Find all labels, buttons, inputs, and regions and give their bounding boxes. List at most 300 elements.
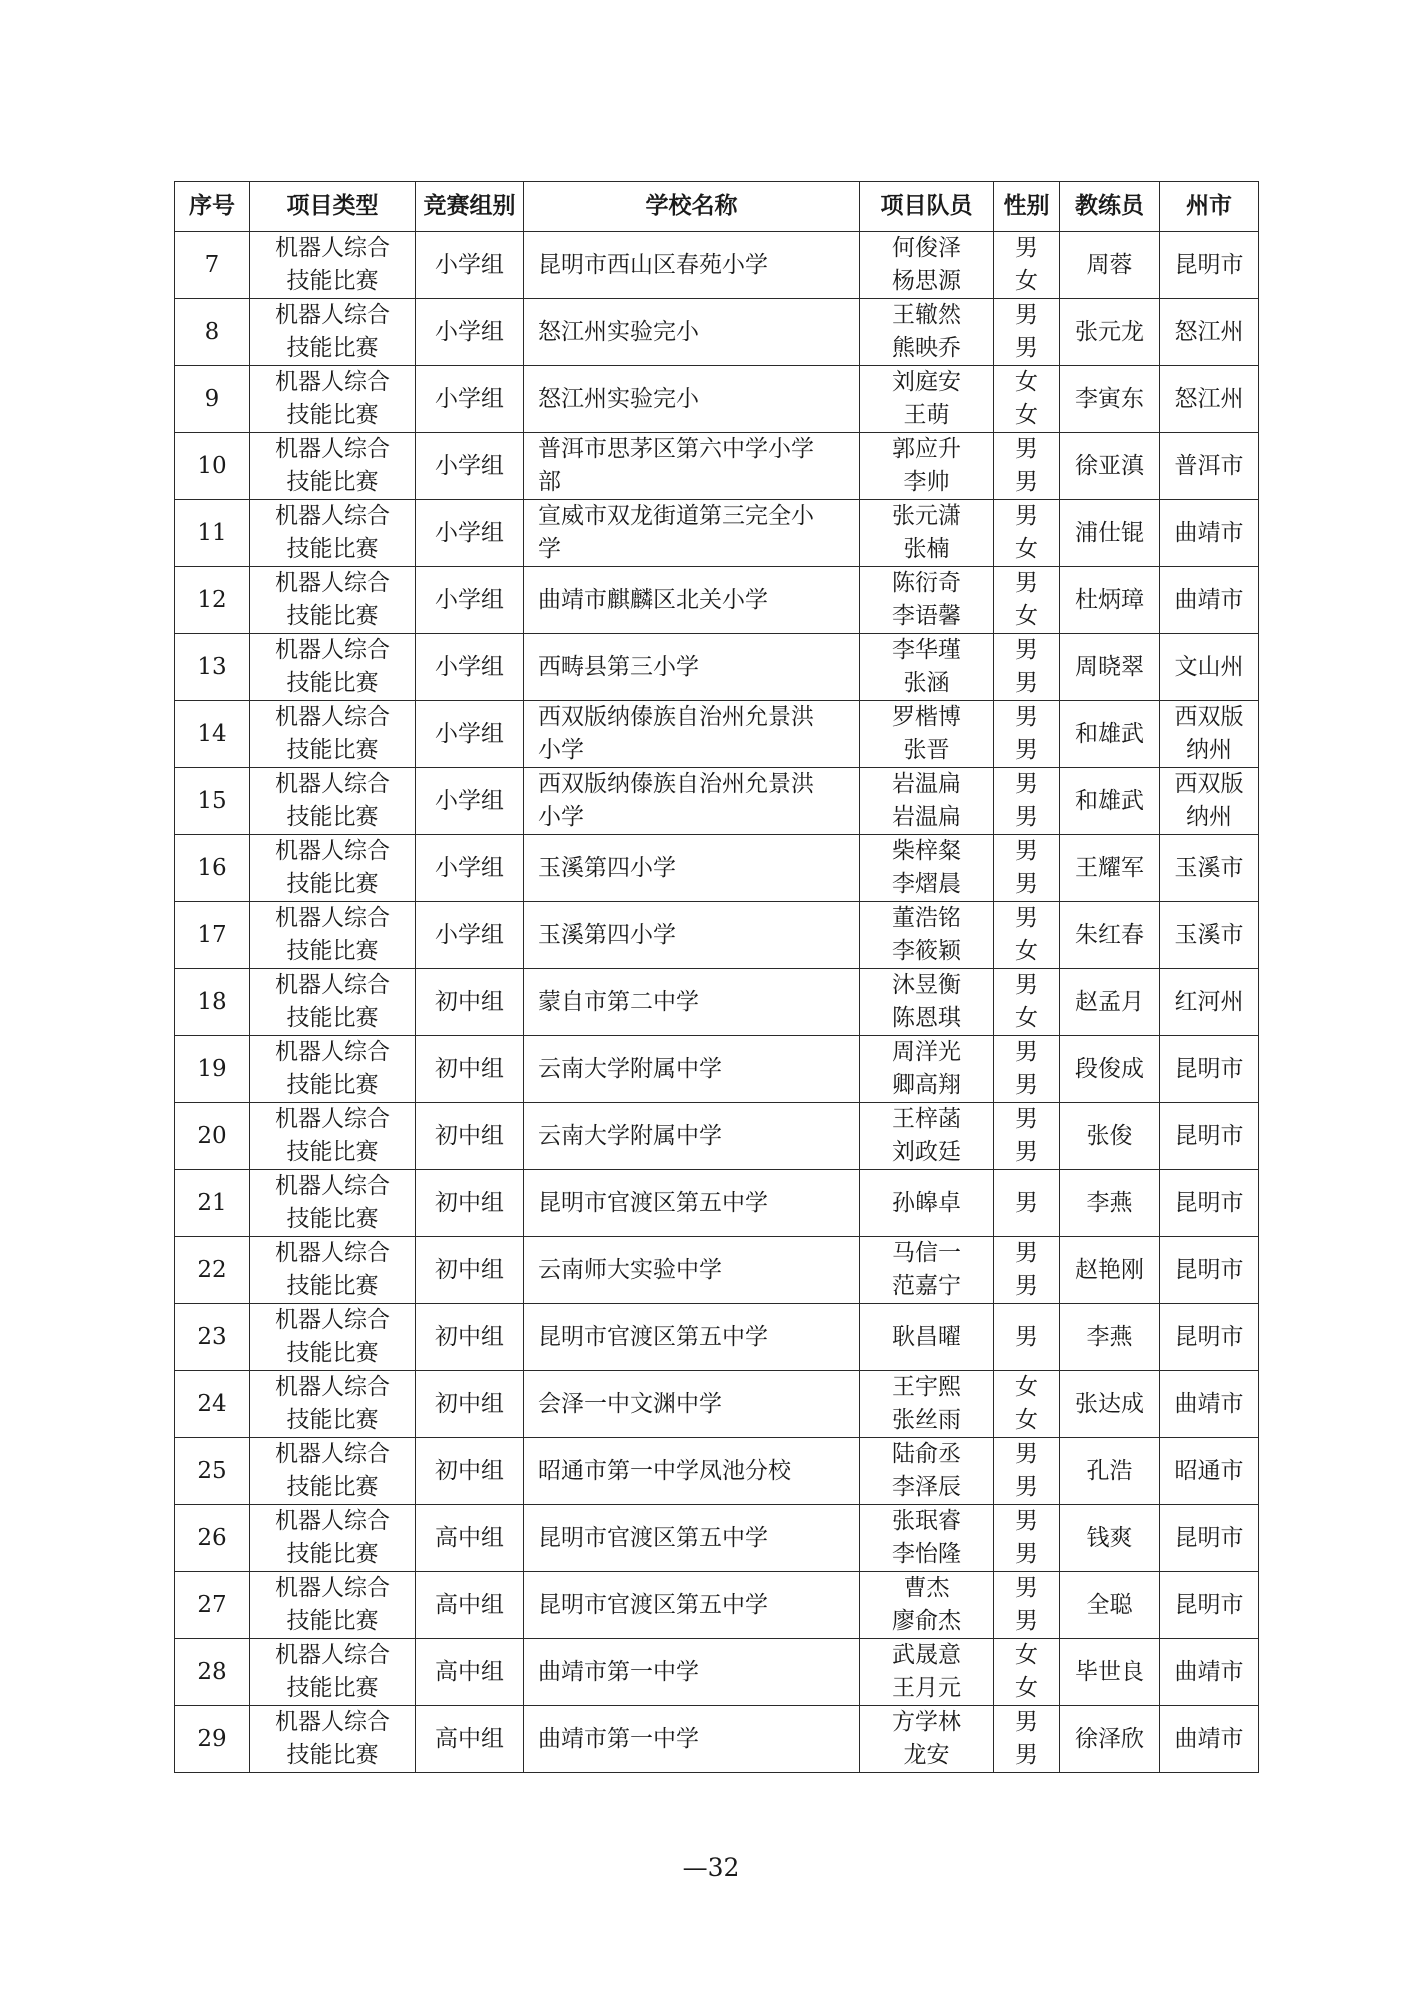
cell-city-line: 昆明市 <box>1174 1256 1244 1283</box>
cell-index: 28 <box>175 1639 250 1706</box>
cell-gender-line: 男 <box>1015 1273 1038 1299</box>
cell-coach: 杜炳璋 <box>1060 567 1160 634</box>
table-row <box>175 500 1259 567</box>
cell-competition-group: 高中组 <box>416 1639 524 1706</box>
cell-index: 20 <box>175 1103 250 1170</box>
cell-city <box>1160 835 1259 902</box>
cell-project-type-line: 机器人综合 <box>275 436 390 462</box>
cell-gender-line: 男 <box>1015 1742 1038 1768</box>
table-row <box>175 634 1259 701</box>
cell-gender <box>994 567 1060 634</box>
cell-project-type-line: 机器人综合 <box>275 771 390 797</box>
cell-city-line: 昆明市 <box>1174 251 1244 278</box>
table-row <box>175 835 1259 902</box>
cell-competition-group: 小学组 <box>416 299 524 366</box>
cell-team-members <box>860 969 994 1036</box>
cell-competition-group: 小学组 <box>416 567 524 634</box>
cell-project-type-line: 机器人综合 <box>275 704 390 730</box>
cell-project-type-line: 技能比赛 <box>286 1139 379 1165</box>
cell-team-members-line: 柴梓粲 <box>892 838 961 864</box>
cell-city-line: 西双版 <box>1174 771 1244 797</box>
cell-gender <box>994 969 1060 1036</box>
cell-index: 13 <box>175 634 250 701</box>
cell-coach: 全聪 <box>1060 1572 1160 1639</box>
cell-team-members <box>860 567 994 634</box>
cell-competition-group: 小学组 <box>416 500 524 567</box>
cell-project-type-line: 技能比赛 <box>286 938 379 964</box>
cell-school-name-line: 怒江州实验完小 <box>538 318 699 345</box>
cell-team-members-line: 刘庭安 <box>892 369 961 395</box>
cell-school-name-line: 昆明市官渡区第五中学 <box>538 1524 768 1551</box>
cell-team-members <box>860 1572 994 1639</box>
award-table <box>174 181 1259 1773</box>
cell-team-members <box>860 1706 994 1773</box>
cell-city <box>1160 1371 1259 1438</box>
cell-coach: 徐亚滇 <box>1060 433 1160 500</box>
cell-index: 19 <box>175 1036 250 1103</box>
cell-city <box>1160 902 1259 969</box>
cell-coach: 李燕 <box>1060 1304 1160 1371</box>
cell-team-members-line: 龙安 <box>903 1742 950 1768</box>
cell-gender <box>994 768 1060 835</box>
cell-project-type-line: 机器人综合 <box>275 637 390 663</box>
cell-school-name-line: 昆明市西山区春苑小学 <box>538 251 768 278</box>
cell-competition-group: 初中组 <box>416 1103 524 1170</box>
cell-coach: 李寅东 <box>1060 366 1160 433</box>
cell-gender-line: 女 <box>1015 1675 1038 1701</box>
cell-coach: 李燕 <box>1060 1170 1160 1237</box>
cell-city-line: 曲靖市 <box>1174 1725 1244 1752</box>
cell-gender-line: 女 <box>1015 402 1038 428</box>
cell-index: 11 <box>175 500 250 567</box>
cell-school-name <box>524 768 860 835</box>
cell-project-type <box>250 1170 416 1237</box>
cell-gender-line: 男 <box>1015 570 1038 596</box>
cell-school-name <box>524 1639 860 1706</box>
cell-school-name <box>524 433 860 500</box>
cell-gender-line: 男 <box>1015 804 1038 830</box>
cell-city-line: 纳州 <box>1186 804 1232 830</box>
cell-project-type <box>250 366 416 433</box>
cell-index: 23 <box>175 1304 250 1371</box>
cell-team-members <box>860 1304 994 1371</box>
cell-city-line: 曲靖市 <box>1174 586 1244 613</box>
cell-gender-line: 男 <box>1015 737 1038 763</box>
cell-team-members-line: 耿昌曜 <box>892 1323 961 1350</box>
cell-project-type <box>250 232 416 299</box>
cell-competition-group: 初中组 <box>416 1371 524 1438</box>
cell-gender <box>994 232 1060 299</box>
cell-team-members <box>860 835 994 902</box>
cell-team-members-line: 孙皞卓 <box>892 1189 961 1216</box>
cell-team-members-line: 沐昱衡 <box>892 972 961 998</box>
cell-index: 7 <box>175 232 250 299</box>
cell-index: 9 <box>175 366 250 433</box>
cell-team-members-line: 张元潇 <box>892 503 961 529</box>
cell-team-members-line: 马信一 <box>892 1240 961 1266</box>
cell-team-members-line: 陈衍奇 <box>892 570 961 596</box>
table-row <box>175 969 1259 1036</box>
cell-competition-group: 高中组 <box>416 1706 524 1773</box>
cell-school-name-line: 学 <box>538 536 561 562</box>
cell-project-type-line: 机器人综合 <box>275 369 390 395</box>
cell-school-name-line: 云南师大实验中学 <box>538 1256 722 1283</box>
cell-coach: 周晓翠 <box>1060 634 1160 701</box>
cell-gender-line: 男 <box>1015 469 1038 495</box>
cell-competition-group: 初中组 <box>416 1304 524 1371</box>
cell-team-members-line: 熊映乔 <box>892 335 961 361</box>
cell-gender <box>994 1572 1060 1639</box>
cell-project-type-line: 机器人综合 <box>275 235 390 261</box>
cell-project-type <box>250 1304 416 1371</box>
cell-school-name <box>524 1505 860 1572</box>
cell-gender-line: 男 <box>1015 1072 1038 1098</box>
cell-city-line: 昆明市 <box>1174 1591 1244 1618</box>
cell-team-members-line: 王梓菡 <box>892 1106 961 1132</box>
table-row <box>175 902 1259 969</box>
cell-project-type-line: 机器人综合 <box>275 1508 390 1534</box>
cell-school-name-line: 云南大学附属中学 <box>538 1055 722 1082</box>
cell-school-name-line: 会泽一中文渊中学 <box>538 1390 722 1417</box>
cell-team-members-line: 曹杰 <box>903 1575 950 1601</box>
cell-project-type-line: 技能比赛 <box>286 469 379 495</box>
cell-project-type <box>250 634 416 701</box>
cell-city-line: 曲靖市 <box>1174 1658 1244 1685</box>
cell-gender-line: 男 <box>1015 335 1038 361</box>
cell-coach: 王耀军 <box>1060 835 1160 902</box>
cell-project-type-line: 技能比赛 <box>286 1273 379 1299</box>
cell-city <box>1160 1170 1259 1237</box>
cell-team-members-line: 陈恩琪 <box>892 1005 961 1031</box>
table-row <box>175 1371 1259 1438</box>
cell-coach: 浦仕锟 <box>1060 500 1160 567</box>
cell-index: 12 <box>175 567 250 634</box>
cell-index: 8 <box>175 299 250 366</box>
cell-team-members-line: 卿高翔 <box>892 1072 961 1098</box>
cell-school-name-line: 玉溪第四小学 <box>538 921 676 948</box>
cell-team-members-line: 武晟意 <box>892 1642 961 1668</box>
cell-gender-line: 男 <box>1015 436 1038 462</box>
cell-gender-line: 男 <box>1015 1189 1038 1216</box>
cell-index: 25 <box>175 1438 250 1505</box>
cell-gender-line: 男 <box>1015 670 1038 696</box>
cell-city-line: 昆明市 <box>1174 1055 1244 1082</box>
cell-project-type <box>250 1706 416 1773</box>
cell-index: 21 <box>175 1170 250 1237</box>
cell-team-members-line: 张丝雨 <box>892 1407 961 1433</box>
cell-index: 15 <box>175 768 250 835</box>
cell-gender <box>994 1170 1060 1237</box>
cell-school-name <box>524 500 860 567</box>
cell-coach: 和雄武 <box>1060 768 1160 835</box>
cell-city <box>1160 366 1259 433</box>
cell-project-type <box>250 433 416 500</box>
table-row <box>175 1572 1259 1639</box>
cell-coach: 赵孟月 <box>1060 969 1160 1036</box>
cell-city <box>1160 1706 1259 1773</box>
cell-gender-line: 男 <box>1015 1139 1038 1165</box>
cell-gender <box>994 902 1060 969</box>
cell-coach: 和雄武 <box>1060 701 1160 768</box>
cell-project-type <box>250 835 416 902</box>
cell-city-line: 红河州 <box>1174 988 1244 1015</box>
cell-project-type <box>250 1438 416 1505</box>
cell-coach: 钱爽 <box>1060 1505 1160 1572</box>
cell-team-members <box>860 1103 994 1170</box>
cell-city <box>1160 1304 1259 1371</box>
cell-gender-line: 男 <box>1015 1575 1038 1601</box>
cell-project-type-line: 技能比赛 <box>286 1340 379 1366</box>
cell-gender-line: 男 <box>1015 871 1038 897</box>
cell-school-name <box>524 1170 860 1237</box>
cell-city <box>1160 1639 1259 1706</box>
cell-school-name <box>524 1371 860 1438</box>
cell-gender-line: 女 <box>1015 1374 1038 1400</box>
cell-school-name <box>524 902 860 969</box>
cell-coach: 张达成 <box>1060 1371 1160 1438</box>
cell-gender-line: 女 <box>1015 1407 1038 1433</box>
table-row <box>175 433 1259 500</box>
cell-project-type <box>250 1505 416 1572</box>
table-row <box>175 567 1259 634</box>
cell-index: 22 <box>175 1237 250 1304</box>
cell-school-name-line: 小学 <box>538 804 584 830</box>
cell-team-members-line: 李筱颖 <box>892 938 961 964</box>
cell-gender <box>994 1103 1060 1170</box>
cell-school-name-line: 普洱市思茅区第六中学小学 <box>538 436 814 462</box>
table-header-row <box>175 182 1259 232</box>
cell-city <box>1160 299 1259 366</box>
cell-project-type-line: 技能比赛 <box>286 1541 379 1567</box>
cell-team-members <box>860 232 994 299</box>
cell-school-name-line: 宣威市双龙街道第三完全小 <box>538 503 814 529</box>
cell-city-line: 文山州 <box>1174 653 1244 680</box>
cell-competition-group: 高中组 <box>416 1505 524 1572</box>
cell-city-line: 怒江州 <box>1174 318 1244 345</box>
cell-competition-group: 小学组 <box>416 232 524 299</box>
cell-project-type-line: 机器人综合 <box>275 1039 390 1065</box>
table-row <box>175 299 1259 366</box>
cell-project-type <box>250 969 416 1036</box>
cell-city <box>1160 232 1259 299</box>
cell-gender-line: 女 <box>1015 536 1038 562</box>
cell-team-members <box>860 634 994 701</box>
cell-project-type-line: 技能比赛 <box>286 804 379 830</box>
cell-project-type-line: 机器人综合 <box>275 302 390 328</box>
cell-city <box>1160 567 1259 634</box>
table-body <box>175 232 1259 1773</box>
cell-index: 16 <box>175 835 250 902</box>
cell-school-name-line: 西畴县第三小学 <box>538 653 699 680</box>
cell-team-members <box>860 500 994 567</box>
cell-gender <box>994 1036 1060 1103</box>
cell-project-type-line: 技能比赛 <box>286 1206 379 1232</box>
cell-index: 18 <box>175 969 250 1036</box>
cell-gender-line: 男 <box>1015 704 1038 730</box>
cell-project-type-line: 技能比赛 <box>286 670 379 696</box>
cell-gender <box>994 701 1060 768</box>
cell-index: 10 <box>175 433 250 500</box>
table-row <box>175 232 1259 299</box>
cell-team-members-line: 廖俞杰 <box>892 1608 961 1634</box>
cell-team-members-line: 张涵 <box>903 670 950 696</box>
cell-gender <box>994 1706 1060 1773</box>
cell-school-name <box>524 1304 860 1371</box>
cell-team-members-line: 王辙然 <box>892 302 961 328</box>
cell-city-line: 曲靖市 <box>1174 1390 1244 1417</box>
cell-project-type-line: 机器人综合 <box>275 503 390 529</box>
header-project-type: 项目类型 <box>250 182 416 232</box>
cell-project-type-line: 技能比赛 <box>286 335 379 361</box>
table-row <box>175 701 1259 768</box>
cell-project-type-line: 机器人综合 <box>275 972 390 998</box>
cell-project-type <box>250 1371 416 1438</box>
cell-competition-group: 初中组 <box>416 969 524 1036</box>
cell-gender <box>994 835 1060 902</box>
cell-gender-line: 男 <box>1015 503 1038 529</box>
cell-gender-line: 男 <box>1015 1039 1038 1065</box>
cell-project-type <box>250 299 416 366</box>
cell-team-members <box>860 1438 994 1505</box>
cell-gender-line: 男 <box>1015 235 1038 261</box>
cell-city-line: 玉溪市 <box>1174 921 1244 948</box>
cell-team-members-line: 李语馨 <box>892 603 961 629</box>
cell-team-members-line: 范嘉宁 <box>892 1273 961 1299</box>
cell-city <box>1160 969 1259 1036</box>
cell-competition-group: 小学组 <box>416 768 524 835</box>
cell-school-name <box>524 1438 860 1505</box>
table-row <box>175 366 1259 433</box>
cell-project-type-line: 机器人综合 <box>275 1173 390 1199</box>
cell-gender-line: 女 <box>1015 369 1038 395</box>
cell-coach: 徐泽欣 <box>1060 1706 1160 1773</box>
cell-project-type-line: 技能比赛 <box>286 402 379 428</box>
cell-team-members <box>860 902 994 969</box>
cell-school-name-line: 云南大学附属中学 <box>538 1122 722 1149</box>
cell-gender-line: 男 <box>1015 838 1038 864</box>
cell-school-name <box>524 701 860 768</box>
cell-school-name-line: 西双版纳傣族自治州允景洪 <box>538 704 814 730</box>
cell-project-type-line: 机器人综合 <box>275 838 390 864</box>
cell-team-members-line: 郭应升 <box>892 436 961 462</box>
cell-gender-line: 女 <box>1015 938 1038 964</box>
table-row <box>175 1438 1259 1505</box>
cell-project-type-line: 机器人综合 <box>275 905 390 931</box>
cell-gender-line: 男 <box>1015 637 1038 663</box>
header-coach: 教练员 <box>1060 182 1160 232</box>
table-row <box>175 1170 1259 1237</box>
cell-project-type <box>250 1237 416 1304</box>
cell-school-name-line: 昭通市第一中学凤池分校 <box>538 1457 791 1484</box>
cell-project-type-line: 机器人综合 <box>275 1106 390 1132</box>
cell-city <box>1160 1505 1259 1572</box>
cell-gender-line: 男 <box>1015 1541 1038 1567</box>
cell-coach: 孔浩 <box>1060 1438 1160 1505</box>
cell-team-members <box>860 1036 994 1103</box>
cell-gender <box>994 1438 1060 1505</box>
cell-team-members <box>860 366 994 433</box>
cell-project-type-line: 机器人综合 <box>275 1374 390 1400</box>
cell-city-line: 西双版 <box>1174 704 1244 730</box>
cell-coach: 周蓉 <box>1060 232 1160 299</box>
cell-city <box>1160 701 1259 768</box>
cell-city-line: 昆明市 <box>1174 1524 1244 1551</box>
cell-coach: 张俊 <box>1060 1103 1160 1170</box>
cell-gender-line: 男 <box>1015 1323 1038 1350</box>
cell-team-members-line: 方学林 <box>892 1709 961 1735</box>
table-row <box>175 768 1259 835</box>
cell-gender-line: 男 <box>1015 972 1038 998</box>
cell-project-type-line: 机器人综合 <box>275 1575 390 1601</box>
cell-team-members-line: 王宇熙 <box>892 1374 961 1400</box>
cell-city <box>1160 1036 1259 1103</box>
cell-competition-group: 小学组 <box>416 902 524 969</box>
cell-project-type-line: 技能比赛 <box>286 737 379 763</box>
cell-school-name <box>524 366 860 433</box>
cell-competition-group: 小学组 <box>416 433 524 500</box>
cell-team-members-line: 杨思源 <box>892 268 961 294</box>
cell-school-name <box>524 969 860 1036</box>
cell-city <box>1160 1103 1259 1170</box>
cell-project-type-line: 技能比赛 <box>286 871 379 897</box>
cell-school-name-line: 昆明市官渡区第五中学 <box>538 1591 768 1618</box>
cell-team-members-line: 王萌 <box>903 402 950 428</box>
cell-school-name <box>524 232 860 299</box>
header-competition-group: 竞赛组别 <box>416 182 524 232</box>
cell-project-type <box>250 902 416 969</box>
cell-gender-line: 男 <box>1015 905 1038 931</box>
cell-team-members-line: 李熠晨 <box>892 871 961 897</box>
cell-school-name-line: 西双版纳傣族自治州允景洪 <box>538 771 814 797</box>
cell-city <box>1160 768 1259 835</box>
cell-gender <box>994 1639 1060 1706</box>
cell-city-line: 纳州 <box>1186 737 1232 763</box>
cell-team-members-line: 王月元 <box>892 1675 961 1701</box>
cell-project-type-line: 机器人综合 <box>275 1307 390 1333</box>
header-school-name: 学校名称 <box>524 182 860 232</box>
cell-school-name-line: 曲靖市第一中学 <box>538 1658 699 1685</box>
cell-project-type-line: 技能比赛 <box>286 536 379 562</box>
cell-index: 14 <box>175 701 250 768</box>
cell-team-members-line: 李泽辰 <box>892 1474 961 1500</box>
cell-coach: 毕世良 <box>1060 1639 1160 1706</box>
cell-school-name <box>524 1706 860 1773</box>
cell-city-line: 怒江州 <box>1174 385 1244 412</box>
cell-school-name <box>524 1103 860 1170</box>
cell-competition-group: 小学组 <box>416 835 524 902</box>
cell-city <box>1160 634 1259 701</box>
cell-team-members-line: 张楠 <box>903 536 950 562</box>
cell-school-name-line: 部 <box>538 469 561 495</box>
cell-index: 29 <box>175 1706 250 1773</box>
cell-city <box>1160 1572 1259 1639</box>
cell-team-members-line: 张晋 <box>903 737 950 763</box>
cell-project-type-line: 机器人综合 <box>275 1441 390 1467</box>
cell-project-type-line: 技能比赛 <box>286 1005 379 1031</box>
cell-gender <box>994 299 1060 366</box>
cell-team-members-line: 何俊泽 <box>892 235 961 261</box>
cell-team-members-line: 李帅 <box>903 469 950 495</box>
cell-school-name <box>524 1572 860 1639</box>
header-team-members: 项目队员 <box>860 182 994 232</box>
cell-competition-group: 初中组 <box>416 1237 524 1304</box>
cell-gender <box>994 1237 1060 1304</box>
cell-gender-line: 男 <box>1015 1608 1038 1634</box>
header-gender: 性别 <box>994 182 1060 232</box>
cell-school-name-line: 小学 <box>538 737 584 763</box>
cell-gender-line: 男 <box>1015 1508 1038 1534</box>
cell-city-line: 昆明市 <box>1174 1323 1244 1350</box>
